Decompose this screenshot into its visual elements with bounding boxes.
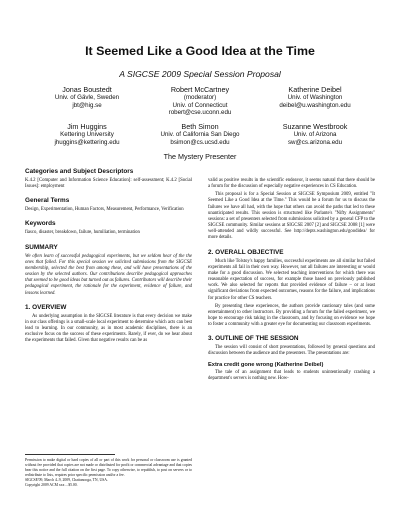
- right-column: [208, 178, 375, 384]
- intro-paragraph: This proposal is for a Special Session at SIGCSE Symposium 2009, entitled "It Seemed Like a Good Idea at the Time." This would be a forum for us to discuss the failures we have all had, with the hope that others can avoid the paths that led to these unanticipated results. This session is structured like Parlante's "Nifty Assignments" sessions: a set of presenters selected from submissions solicited by a general CFP to the SIGCSE community. Similar sessions at SIGCSE 2007 [2] and SIGCSE 2008 [1] were well-attended and wildly successful. See http://depts.washington.edu/goodidea/ for more details.: [208, 192, 375, 241]
- author-name: Beth Simon: [181, 122, 219, 131]
- mystery-presenter: The Mystery Presenter: [163, 152, 237, 161]
- conference-line: SIGCSE'09, March 4–9, 2009, Chattanooga, TN, USA.: [25, 478, 108, 483]
- author-block: [141, 86, 259, 117]
- overview-heading: 1. OVERVIEW: [25, 303, 67, 311]
- author-affiliation: Univ. of Washington: [287, 94, 343, 102]
- author-email: jhuggins@kettering.edu: [54, 138, 120, 146]
- author-affiliation: Univ. of Arizona: [293, 131, 337, 139]
- keywords-text: fiasco, disaster, breakdown, failure, humiliation, termination: [25, 230, 140, 236]
- author-block: [256, 86, 374, 109]
- summary-text: We often learn of successful pedagogical experiments, but we seldom hear of the the ones that failed. For this special session we solicited submissions from the SIGCSE membership, selected the best from among these, and will have presentations of the session by the selected authors. Our contributions describe pedagogical approaches that seemed to be good ideas but turned out as failures. Contributors will describe their pedagogical experiment, the rationale for the experiment, evidence of failure, and lessons learned.: [25, 253, 192, 296]
- summary-heading: SUMMARY: [25, 243, 58, 251]
- author-name: Suzanne Westbrook: [282, 122, 348, 131]
- left-column: [25, 168, 192, 347]
- author-name: Katherine Deibel: [288, 85, 342, 94]
- outline-paragraph: The session will consist of short presentations, followed by general questions and discussion between the audience and the presenters. The presentations are:: [208, 345, 375, 357]
- general-terms-heading: General Terms: [25, 197, 70, 205]
- categories-heading: Categories and Subject Descriptors: [25, 168, 134, 175]
- author-block: [141, 123, 259, 146]
- extra-credit-heading: Extra credit gone wrong (Katherine Deibel): [208, 361, 324, 368]
- author-affiliation: Univ. of Connecticut: [172, 101, 228, 109]
- author-email: robert@cse.uconn.edu: [168, 109, 232, 117]
- general-terms-text: Design, Experimentation, Human Factors, Measurement, Performance, Verification: [25, 207, 184, 213]
- author-email: sw@cs.arizona.edu: [287, 138, 343, 146]
- author-email: jbt@hig.se: [72, 101, 102, 109]
- permission-notice: [25, 458, 192, 489]
- author-affiliation: Univ. of Gävle, Sweden: [54, 94, 120, 102]
- keywords-heading: Keywords: [25, 220, 56, 228]
- paper-title: It Seemed Like a Good Idea at the Time: [85, 44, 315, 58]
- author-name: Jonas Boustedt: [62, 85, 112, 94]
- author-name: Jim Huggins: [67, 122, 107, 131]
- objective-heading: 2. OVERALL OBJECTIVE: [208, 248, 284, 256]
- author-email: deibel@u.washington.edu: [279, 101, 351, 109]
- author-email: bsimon@cs.ucsd.edu: [170, 138, 230, 146]
- permission-text: Permission to make digital or hard copies of all or part of this work for personal or classroom use is granted without fee provided that copies are not made or distributed for profit or commercial advantage and that copies bear this notice and the full citation on the first page. To copy otherwise, to republish, to post on servers or to redistribute to lists, requires prior specific permission and/or a fee.: [25, 458, 192, 478]
- footnote-rule: [25, 454, 115, 455]
- author-block: [256, 123, 374, 146]
- categories-text: K.4.2 [Computer and Information Science Education]: self-assessment; K.4.2 [Social Issues]: employment: [25, 178, 192, 190]
- author-block: [28, 123, 146, 146]
- author-name: Robert McCartney: [170, 85, 230, 94]
- outline-heading: 3. OUTLINE OF THE SESSION: [208, 335, 299, 343]
- objective-paragraph-2: By presenting these experiences, the authors provide cautionary tales (and some entertainment) to other instructors. By providing a forum for the failed experiment, we hope to encourage risk taking in the classroom, and by focusing on evidence we hope to foster a community with a greater eye for documenting our classroom experiments.: [208, 303, 375, 328]
- author-role: (moderator): [183, 94, 217, 102]
- copyright-line: Copyright 2009 ACM xxx ...$5.00.: [25, 483, 78, 488]
- author-affiliation: Kettering University: [60, 131, 114, 139]
- paper-subtitle: A SIGCSE 2009 Special Session Proposal: [119, 69, 281, 79]
- intro-continuation: valid as positive results in the scientific endeavor, it seems natural that there should be a forum for the discussion of especially negative experiences in CS Education.: [208, 178, 375, 190]
- overview-text: As underlying assumption in the SIGCSE literature is that every decision we make in our class offerings is a small-scale local experiment to determine which acts can best lead to learning. In our community, as in most academic disciplines, there is an exclusive focus on the success of these experiments. Rarely, if ever, do we hear about the experiments that failed. Given that negative results can be as: [25, 313, 192, 344]
- objective-paragraph-1: Much like Tolstoy's happy families, successful experiments are all similar but failed experiments all fail in their own way. However, not all failures are interesting or would make for a good discussion. We selected teaching interventions for which there was reasonable expectation of success, for example those based on previously published work. We also selected for reports that provided evidence of failure – or at least significant deviations from expected outcomes, reasons for the failure, and implications for practice for other CS teachers.: [208, 258, 375, 301]
- author-affiliation: Univ. of California San Diego: [160, 131, 240, 139]
- extra-credit-paragraph: The tale of an assignment that leads to students unintentionally crashing a department's servers is nothing new. How-: [208, 369, 375, 381]
- author-block: [28, 86, 146, 109]
